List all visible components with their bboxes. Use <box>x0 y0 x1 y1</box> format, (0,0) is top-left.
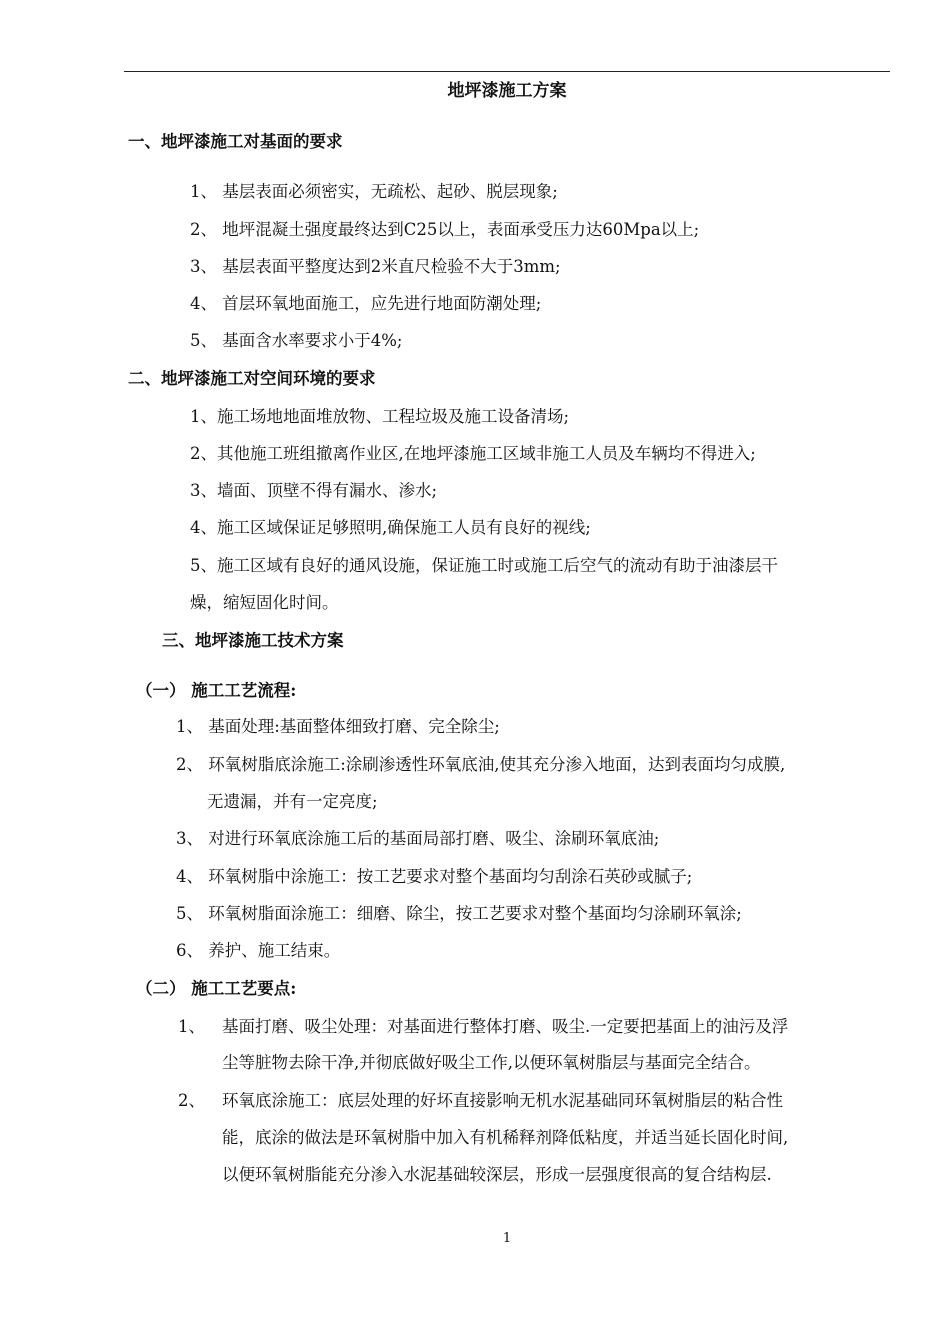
list-item-continuation: 无遗漏，并有一定亮度; <box>207 792 378 811</box>
list-item: 2、 环氧树脂底涂施工:涂刷渗透性环氧底油,使其充分渗入地面，达到表面均匀成膜, <box>176 755 786 774</box>
list-item: 基面打磨、吸尘处理：对基面进行整体打磨、吸尘.一定要把基面上的油污及浮 <box>222 1017 789 1036</box>
section-heading: 三、地坪漆施工技术方案 <box>162 631 344 650</box>
list-item: 5、 基面含水率要求小于4%; <box>190 331 403 350</box>
section-heading: 一、地坪漆施工对基面的要求 <box>128 132 343 151</box>
section-heading: 二、地坪漆施工对空间环境的要求 <box>128 369 376 388</box>
list-item-continuation: 燥，缩短固化时间。 <box>190 593 339 612</box>
list-item: 1、 基层表面必须密实，无疏松、起砂、脱层现象; <box>190 182 558 201</box>
list-item-continuation: 能，底涂的做法是环氧树脂中加入有机稀释剂降低粘度，并适当延长固化时间, <box>222 1128 789 1147</box>
subsection-heading: （一） 施工工艺流程: <box>136 681 297 700</box>
subsection-heading: （二） 施工工艺要点: <box>136 979 297 998</box>
list-item: 4、 环氧树脂中涂施工：按工艺要求对整个基面均匀刮涂石英砂或腻子; <box>176 867 693 886</box>
list-item-continuation: 以便环氧树脂能充分渗入水泥基础较深层，形成一层强度很高的复合结构层. <box>222 1165 772 1184</box>
list-item: 1、 基面处理:基面整体细致打磨、完全除尘; <box>176 717 500 736</box>
list-item: 2、其他施工班组撤离作业区,在地坪漆施工区域非施工人员及车辆均不得进入; <box>190 444 756 463</box>
list-item-continuation: 尘等脏物去除干净,并彻底做好吸尘工作,以便环氧树脂层与基面完全结合。 <box>222 1053 761 1072</box>
list-item: 3、 对进行环氧底涂施工后的基面局部打磨、吸尘、涂刷环氧底油; <box>176 829 660 848</box>
list-item: 2、 地坪混凝土强度最终达到C25以上，表面承受压力达60Mpa以上; <box>190 220 700 239</box>
list-item: 6、 养护、施工结束。 <box>176 941 341 960</box>
list-item: 3、墙面、顶壁不得有漏水、渗水; <box>190 481 438 500</box>
page-number: 1 <box>502 1231 512 1246</box>
list-number: 2、 <box>178 1091 205 1110</box>
list-item: 环氧底涂施工：底层处理的好坏直接影响无机水泥基础同环氧树脂层的粘合性 <box>222 1091 783 1110</box>
list-number: 1、 <box>178 1017 205 1036</box>
list-item: 4、 首层环氧地面施工，应先进行地面防潮处理; <box>190 294 542 313</box>
list-item: 4、施工区域保证足够照明,确保施工人员有良好的视线; <box>190 518 591 537</box>
header-rule <box>124 71 890 72</box>
list-item: 5、 环氧树脂面涂施工：细磨、除尘，按工艺要求对整个基面均匀涂刷环氧涂; <box>176 904 742 923</box>
list-item: 1、施工场地地面堆放物、工程垃圾及施工设备清场; <box>190 407 570 426</box>
document-title: 地坪漆施工方案 <box>447 81 567 101</box>
list-item: 5、施工区域有良好的通风设施，保证施工时或施工后空气的流动有助于油漆层干 <box>190 556 778 575</box>
list-item: 3、 基层表面平整度达到2米直尺检验不大于3mm; <box>190 257 561 276</box>
